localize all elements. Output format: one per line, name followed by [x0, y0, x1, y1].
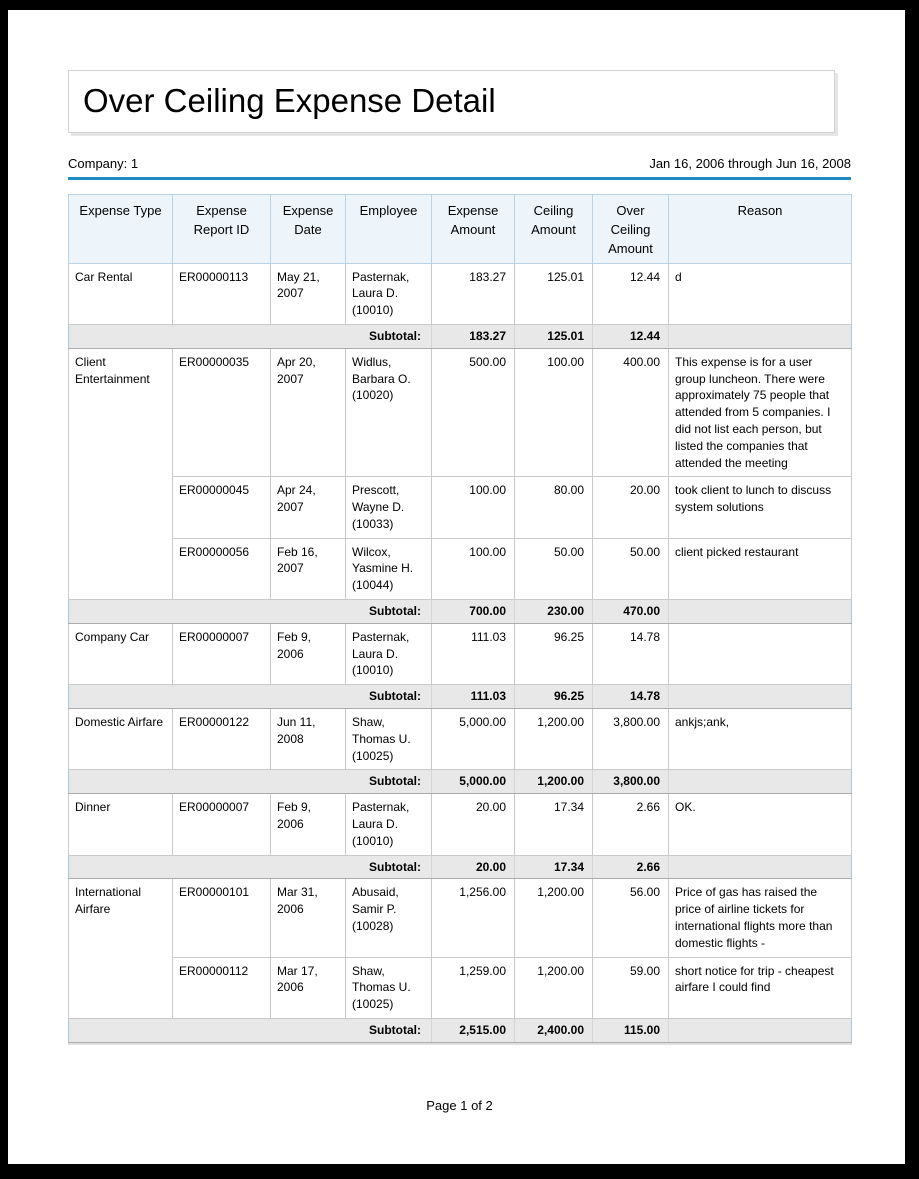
cell-expense-type: Client Entertainment — [69, 348, 173, 599]
subtotal-row — [69, 1019, 852, 1043]
cell-reason: This expense is for a user group luncheon. There were approximately 75 people that attended from 5 companies. I did not list each person, but listed the companies that attended the meeting — [669, 348, 852, 477]
cell-reason: client picked restaurant — [669, 538, 852, 599]
cell-over-ceiling-amount: 20.00 — [593, 477, 669, 538]
col-header-expense-type: Expense Type — [69, 195, 173, 264]
report-title-box — [68, 70, 835, 133]
subtotal-expense-amount: 2,515.00 — [432, 1019, 515, 1043]
subtotal-label: Subtotal: — [69, 1019, 432, 1043]
subtotal-expense-amount: 111.03 — [432, 685, 515, 709]
table-row — [69, 263, 852, 324]
cell-employee: Pasternak, Laura D. (10010) — [346, 794, 432, 855]
subtotal-row — [69, 685, 852, 709]
cell-expense-amount: 100.00 — [432, 538, 515, 599]
table-row — [69, 477, 852, 538]
cell-expense-date: Apr 20, 2007 — [271, 348, 346, 477]
subtotal-row — [69, 600, 852, 624]
cell-ceiling-amount: 1,200.00 — [515, 709, 593, 770]
col-header-employee: Employee — [346, 195, 432, 264]
cell-over-ceiling-amount: 12.44 — [593, 263, 669, 324]
table-row — [69, 879, 852, 957]
cell-expense-date: Mar 31, 2006 — [271, 879, 346, 957]
subtotal-reason-spacer — [669, 685, 852, 709]
cell-expense-amount: 111.03 — [432, 623, 515, 684]
cell-reason: short notice for trip - cheapest airfare I could find — [669, 957, 852, 1018]
subtotal-label: Subtotal: — [69, 324, 432, 348]
subtotal-expense-amount: 5,000.00 — [432, 770, 515, 794]
cell-expense-type: Company Car — [69, 623, 173, 684]
report-meta-row — [68, 156, 851, 180]
col-header-ceiling-amount: Ceiling Amount — [515, 195, 593, 264]
company-label: Company: 1 — [68, 156, 139, 171]
cell-ceiling-amount: 80.00 — [515, 477, 593, 538]
subtotal-expense-amount: 20.00 — [432, 855, 515, 879]
expense-table — [68, 194, 852, 1043]
subtotal-label: Subtotal: — [69, 855, 432, 879]
cell-expense-type: Car Rental — [69, 263, 173, 324]
subtotal-ceiling-amount: 125.01 — [515, 324, 593, 348]
cell-over-ceiling-amount: 59.00 — [593, 957, 669, 1018]
cell-expense-date: May 21, 2007 — [271, 263, 346, 324]
cell-over-ceiling-amount: 2.66 — [593, 794, 669, 855]
cell-reason — [669, 623, 852, 684]
page-number: Page 1 of 2 — [426, 1098, 493, 1113]
cell-expense-type: International Airfare — [69, 879, 173, 1019]
subtotal-row — [69, 324, 852, 348]
subtotal-row — [69, 770, 852, 794]
table-row — [69, 623, 852, 684]
subtotal-reason-spacer — [669, 770, 852, 794]
cell-ceiling-amount: 1,200.00 — [515, 879, 593, 957]
table-row — [69, 709, 852, 770]
subtotal-reason-spacer — [669, 855, 852, 879]
cell-expense-date: Feb 9, 2006 — [271, 623, 346, 684]
cell-reason: ankjs;ank, — [669, 709, 852, 770]
subtotal-over-ceiling-amount: 14.78 — [593, 685, 669, 709]
cell-report-id: ER00000056 — [173, 538, 271, 599]
cell-employee: Shaw, Thomas U. (10025) — [346, 957, 432, 1018]
cell-expense-date: Jun 11, 2008 — [271, 709, 346, 770]
table-row — [69, 538, 852, 599]
cell-report-id: ER00000122 — [173, 709, 271, 770]
cell-report-id: ER00000113 — [173, 263, 271, 324]
cell-employee: Prescott, Wayne D. (10033) — [346, 477, 432, 538]
subtotal-label: Subtotal: — [69, 685, 432, 709]
date-range-label: Jan 16, 2006 through Jun 16, 2008 — [649, 156, 851, 171]
cell-over-ceiling-amount: 400.00 — [593, 348, 669, 477]
subtotal-label: Subtotal: — [69, 600, 432, 624]
subtotal-expense-amount: 183.27 — [432, 324, 515, 348]
cell-over-ceiling-amount: 14.78 — [593, 623, 669, 684]
subtotal-ceiling-amount: 96.25 — [515, 685, 593, 709]
col-header-over-ceiling-amount: Over Ceiling Amount — [593, 195, 669, 264]
cell-expense-date: Feb 16, 2007 — [271, 538, 346, 599]
cell-report-id: ER00000007 — [173, 623, 271, 684]
table-row — [69, 794, 852, 855]
subtotal-reason-spacer — [669, 1019, 852, 1043]
subtotal-label: Subtotal: — [69, 770, 432, 794]
cell-expense-date: Mar 17, 2006 — [271, 957, 346, 1018]
subtotal-over-ceiling-amount: 470.00 — [593, 600, 669, 624]
cell-ceiling-amount: 125.01 — [515, 263, 593, 324]
subtotal-ceiling-amount: 17.34 — [515, 855, 593, 879]
cell-report-id: ER00000007 — [173, 794, 271, 855]
cell-expense-date: Apr 24, 2007 — [271, 477, 346, 538]
subtotal-ceiling-amount: 1,200.00 — [515, 770, 593, 794]
cell-report-id: ER00000045 — [173, 477, 271, 538]
cell-over-ceiling-amount: 56.00 — [593, 879, 669, 957]
col-header-expense-date: Expense Date — [271, 195, 346, 264]
cell-employee: Widlus, Barbara O. (10020) — [346, 348, 432, 477]
col-header-reason: Reason — [669, 195, 852, 264]
cell-expense-date: Feb 9, 2006 — [271, 794, 346, 855]
subtotal-over-ceiling-amount: 3,800.00 — [593, 770, 669, 794]
cell-over-ceiling-amount: 3,800.00 — [593, 709, 669, 770]
table-header-row — [69, 195, 852, 264]
cell-reason: took client to lunch to discuss system solutions — [669, 477, 852, 538]
cell-expense-amount: 20.00 — [432, 794, 515, 855]
subtotal-over-ceiling-amount: 115.00 — [593, 1019, 669, 1043]
cell-expense-amount: 1,259.00 — [432, 957, 515, 1018]
col-header-report-id: Expense Report ID — [173, 195, 271, 264]
cell-report-id: ER00000112 — [173, 957, 271, 1018]
cell-employee: Pasternak, Laura D. (10010) — [346, 623, 432, 684]
subtotal-ceiling-amount: 2,400.00 — [515, 1019, 593, 1043]
subtotal-reason-spacer — [669, 324, 852, 348]
page-title: Over Ceiling Expense Detail — [83, 82, 496, 119]
subtotal-expense-amount: 700.00 — [432, 600, 515, 624]
cell-expense-type: Domestic Airfare — [69, 709, 173, 770]
cell-ceiling-amount: 17.34 — [515, 794, 593, 855]
cell-employee: Abusaid, Samir P. (10028) — [346, 879, 432, 957]
cell-expense-amount: 100.00 — [432, 477, 515, 538]
cell-report-id: ER00000101 — [173, 879, 271, 957]
col-header-expense-amount: Expense Amount — [432, 195, 515, 264]
subtotal-ceiling-amount: 230.00 — [515, 600, 593, 624]
cell-expense-amount: 1,256.00 — [432, 879, 515, 957]
cell-reason: Price of gas has raised the price of airline tickets for international flights more than domestic flights - — [669, 879, 852, 957]
subtotal-over-ceiling-amount: 12.44 — [593, 324, 669, 348]
cell-employee: Pasternak, Laura D. (10010) — [346, 263, 432, 324]
cell-employee: Wilcox, Yasmine H. (10044) — [346, 538, 432, 599]
cell-ceiling-amount: 100.00 — [515, 348, 593, 477]
cell-report-id: ER00000035 — [173, 348, 271, 477]
cell-ceiling-amount: 96.25 — [515, 623, 593, 684]
cell-employee: Shaw, Thomas U. (10025) — [346, 709, 432, 770]
cell-ceiling-amount: 50.00 — [515, 538, 593, 599]
cell-expense-type: Dinner — [69, 794, 173, 855]
table-row — [69, 957, 852, 1018]
subtotal-row — [69, 855, 852, 879]
cell-expense-amount: 5,000.00 — [432, 709, 515, 770]
cell-expense-amount: 500.00 — [432, 348, 515, 477]
subtotal-reason-spacer — [669, 600, 852, 624]
cell-over-ceiling-amount: 50.00 — [593, 538, 669, 599]
cell-reason: OK. — [669, 794, 852, 855]
cell-ceiling-amount: 1,200.00 — [515, 957, 593, 1018]
cell-expense-amount: 183.27 — [432, 263, 515, 324]
subtotal-over-ceiling-amount: 2.66 — [593, 855, 669, 879]
table-row — [69, 348, 852, 477]
cell-reason: d — [669, 263, 852, 324]
